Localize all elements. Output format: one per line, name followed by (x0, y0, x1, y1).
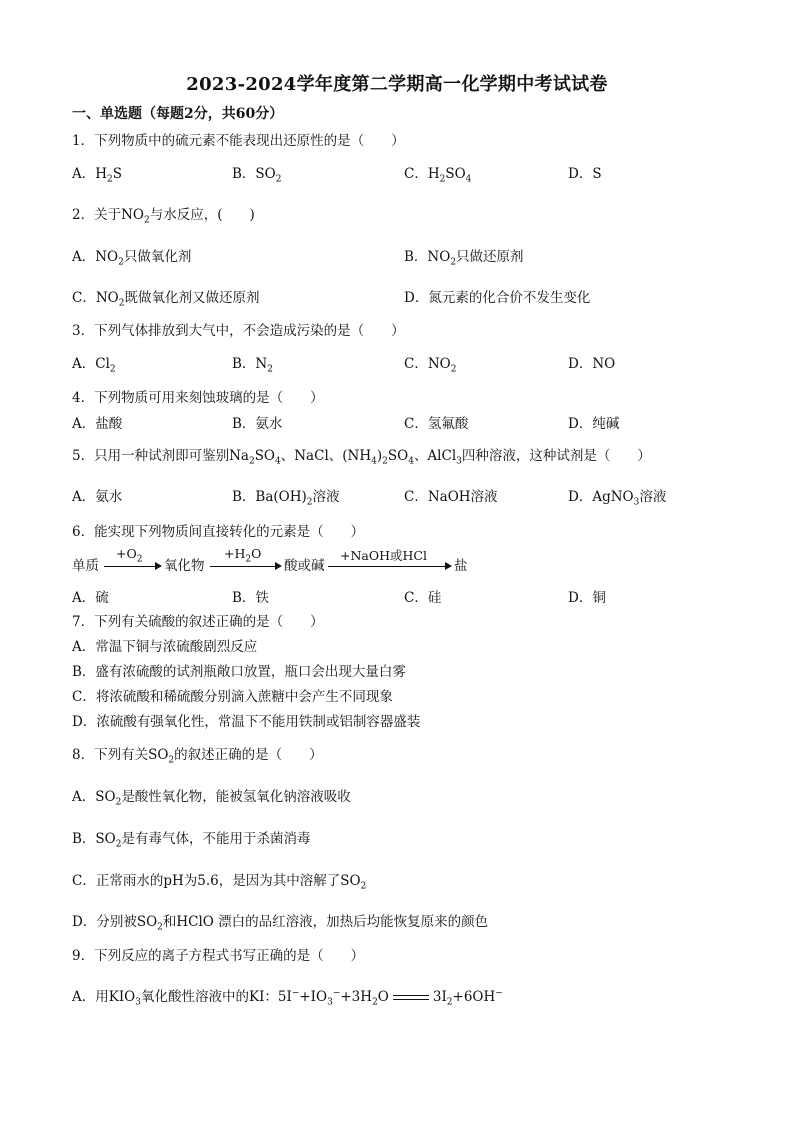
question-7-stem: 7．下列有关硫酸的叙述正确的是（ ） (72, 614, 324, 630)
q9-option-a[interactable]: A．用$KIO_3$氧化酸性溶液中的KI：$5I^-+IO_3^-+3H_2O$ $3I_2+6OH^-$ (72, 988, 503, 1008)
q6-option-b[interactable]: B．铁 (232, 590, 269, 606)
chain-node-oxide: 氧化物 (164, 558, 205, 574)
q2-option-d[interactable]: D．氮元素的化合价不发生变化 (404, 290, 591, 306)
q2-option-c[interactable]: C．$NO_2$既做氧化剂又做还原剂 (72, 290, 260, 309)
q6-option-d[interactable]: D．铜 (568, 590, 606, 606)
chain-node-elemental: 单质 (72, 558, 99, 574)
q1-option-d[interactable]: D．S (568, 166, 602, 182)
question-9-stem: 9．下列反应的离子方程式书写正确的是（ ） (72, 948, 365, 964)
chain-label-water: $+H_2O$ (224, 546, 262, 565)
q7-option-d[interactable]: D．浓硫酸有强氧化性，常温下不能用铁制或铝制容器盛装 (72, 714, 421, 730)
q5-option-d[interactable]: D．AgNO$_3$溶液 (568, 489, 667, 508)
q2-option-a[interactable]: A．$NO_2$只做氧化剂 (72, 249, 192, 268)
chain-label-reagent: +NaOH或HCl (340, 548, 427, 563)
q7-option-a[interactable]: A．常温下铜与浓硫酸剧烈反应 (72, 639, 258, 655)
q1-option-a[interactable]: A．$H_2S$ (72, 166, 123, 185)
question-3-stem: 3．下列气体排放到大气中，不会造成污染的是（ ） (72, 323, 405, 339)
chain-arrowhead-3 (445, 562, 452, 570)
q4-option-a[interactable]: A．盐酸 (72, 416, 123, 432)
q4-option-b[interactable]: B．氨水 (232, 416, 283, 432)
q1-option-b[interactable]: B．$SO_2$ (232, 166, 282, 185)
question-1-stem: 1．下列物质中的硫元素不能表现出还原性的是（ ） (72, 133, 405, 149)
chain-arrow-1 (104, 566, 156, 567)
q5-option-a[interactable]: A．氨水 (72, 489, 123, 505)
chain-label-oxygen: $+O_2$ (116, 546, 143, 565)
question-8-stem: 8．下列有关$SO_2$的叙述正确的是（ ） (72, 747, 323, 766)
q8-option-b[interactable]: B．$SO_2$是有毒气体，不能用于杀菌消毒 (72, 831, 311, 850)
q1-option-c[interactable]: C．$H_2SO_4$ (404, 166, 472, 185)
section-heading: 一、单选题（每题2分，共60分） (72, 106, 284, 122)
question-5-stem: 5．只用一种试剂即可鉴别$Na_2SO_4$、NaCl、$(NH_4)_2SO_4$、AlCl$_3$四种溶液，这种试剂是（ ） (72, 448, 651, 467)
chain-arrow-2 (210, 566, 276, 567)
q3-option-c[interactable]: C．$NO_2$ (404, 356, 457, 375)
q8-option-a[interactable]: A．$SO_2$是酸性氧化物，能被氢氧化钠溶液吸收 (72, 789, 351, 808)
chain-arrow-3 (328, 566, 446, 567)
q3-option-d[interactable]: D．NO (568, 356, 616, 372)
question-4-stem: 4．下列物质可用来刻蚀玻璃的是（ ） (72, 390, 324, 406)
equals-sign (391, 993, 431, 1003)
q4-option-d[interactable]: D．纯碱 (568, 416, 620, 432)
q6-option-a[interactable]: A．硫 (72, 590, 109, 606)
question-2-stem: 2．关于$NO_2$与水反应，( ) (72, 207, 255, 226)
chain-arrowhead-1 (155, 562, 162, 570)
exam-title: 2023-2024学年度第二学期高一化学期中考试试卷 (186, 74, 608, 95)
question-6-stem: 6．能实现下列物质间直接转化的元素是（ ） (72, 524, 365, 540)
q8-option-c[interactable]: C．正常雨水的pH为5.6，是因为其中溶解了$SO_2$ (72, 873, 367, 892)
q3-option-a[interactable]: A．$Cl_2$ (72, 356, 116, 375)
chain-arrowhead-2 (275, 562, 282, 570)
chain-node-acid-base: 酸或碱 (284, 558, 325, 574)
q3-option-b[interactable]: B．$N_2$ (232, 356, 273, 375)
chain-node-salt: 盐 (454, 558, 468, 574)
q5-option-c[interactable]: C．NaOH溶液 (404, 489, 498, 505)
q6-option-c[interactable]: C．硅 (404, 590, 442, 606)
q2-option-b[interactable]: B．$NO_2$只做还原剂 (404, 249, 524, 268)
q7-option-c[interactable]: C．将浓硫酸和稀硫酸分别滴入蔗糖中会产生不同现象 (72, 689, 393, 705)
q7-option-b[interactable]: B．盛有浓硫酸的试剂瓶敞口放置，瓶口会出现大量白雾 (72, 664, 406, 680)
q5-option-b[interactable]: B．$Ba(OH)_2$溶液 (232, 489, 340, 508)
q8-option-d[interactable]: D．分别被$SO_2$和HClO 漂白的品红溶液，加热后均能恢复原来的颜色 (72, 914, 489, 933)
q4-option-c[interactable]: C．氢氟酸 (404, 416, 469, 432)
